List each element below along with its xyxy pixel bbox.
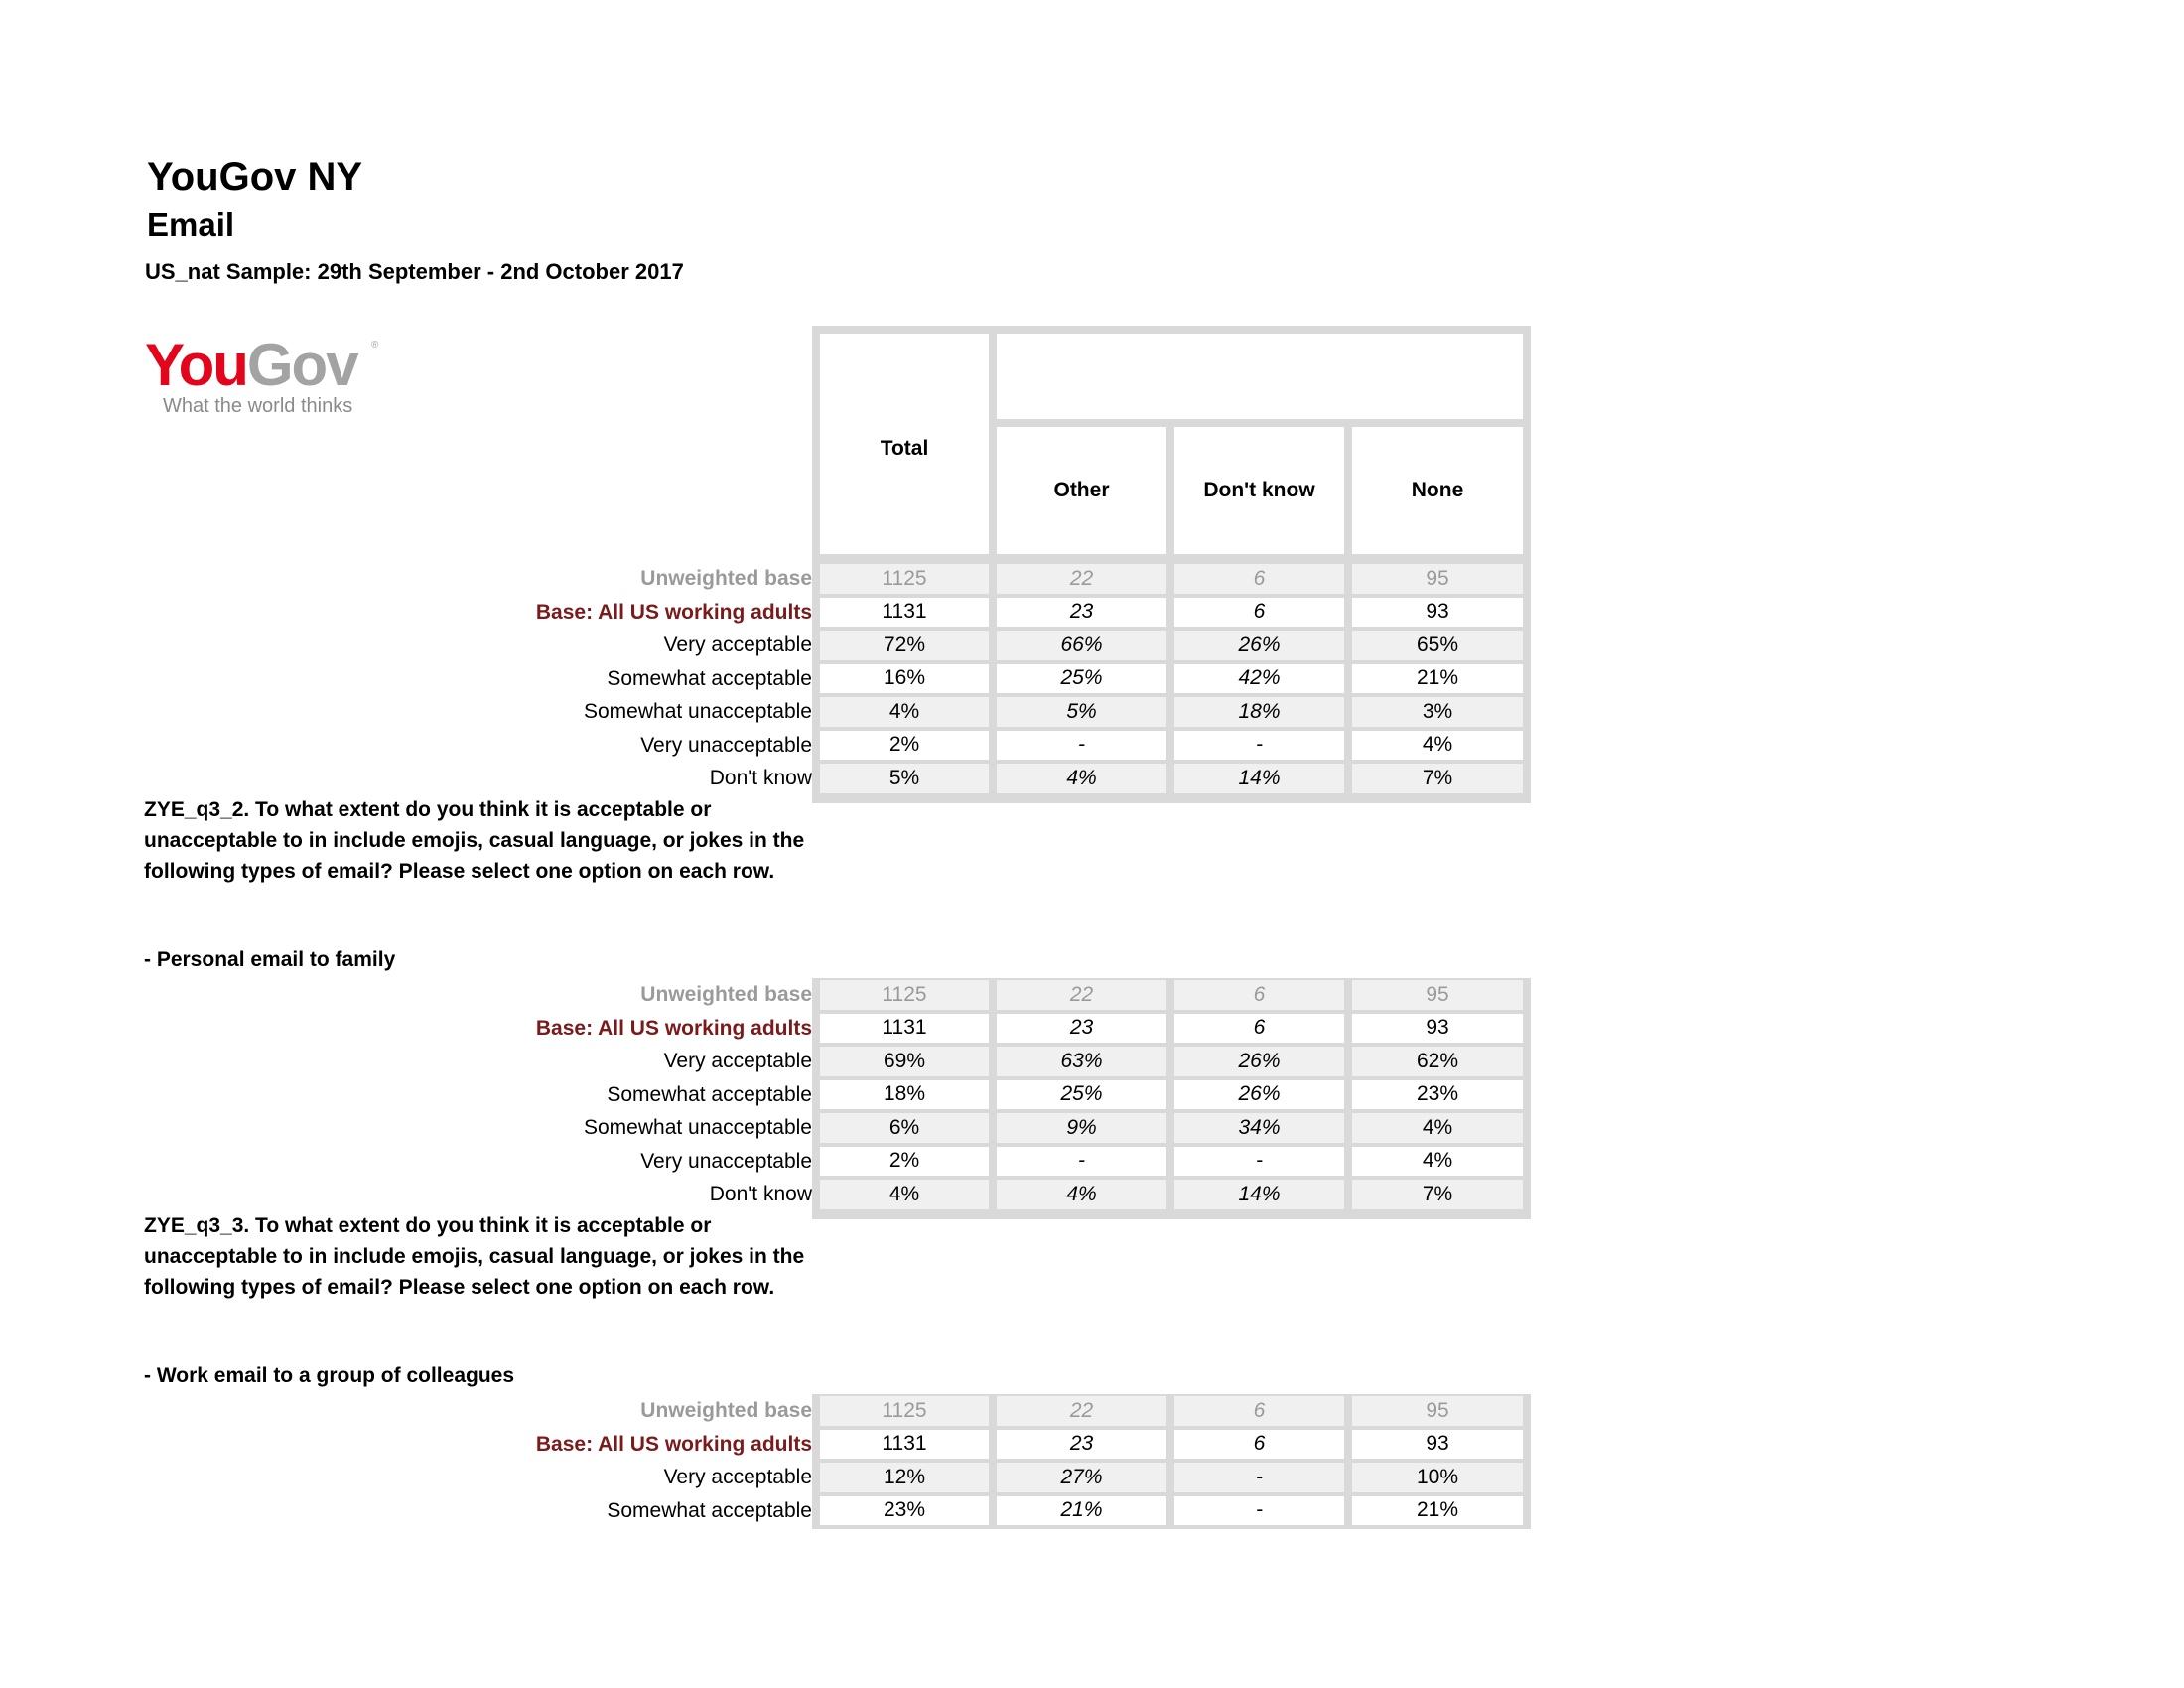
cell-total: 2% [820, 1147, 989, 1177]
cell-other: 21% [997, 1496, 1166, 1526]
cell-dont-know: 6 [1174, 1396, 1344, 1426]
cell-other: - [997, 1147, 1166, 1177]
subquestion-text: - Personal email to family [144, 948, 396, 971]
row-label: Don't know [709, 1183, 812, 1205]
table-row [820, 1494, 1523, 1528]
cell-none: 93 [1352, 598, 1523, 628]
cell-other: 5% [997, 697, 1166, 727]
column-header-block [812, 326, 1531, 562]
cell-dont-know: 26% [1174, 1080, 1344, 1110]
cell-none: 95 [1352, 564, 1523, 594]
row-label: Don't know [709, 767, 812, 789]
data-table [812, 562, 1531, 803]
table-row [820, 762, 1523, 795]
cell-total: 1131 [820, 598, 989, 628]
logo-tagline: What the world thinks [163, 395, 353, 417]
cell-dont-know: - [1174, 1463, 1344, 1492]
cell-none: 10% [1352, 1463, 1523, 1492]
cell-total: 16% [820, 664, 989, 694]
row-label: Very unacceptable [640, 733, 812, 757]
cell-none: 4% [1352, 1113, 1523, 1143]
cell-none: 23% [1352, 1080, 1523, 1110]
page-subtitle: Email [147, 207, 235, 243]
column-header-total-label: Total [880, 437, 929, 460]
cell-other: 23 [997, 1014, 1166, 1044]
cell-dont-know: 42% [1174, 664, 1344, 694]
data-table [812, 1394, 1531, 1529]
cell-dont-know: - [1174, 731, 1344, 761]
cell-other: 22 [997, 1396, 1166, 1426]
column-header-none [1352, 427, 1523, 554]
unweighted-base-label: Unweighted base [640, 1399, 812, 1422]
cell-dont-know: 6 [1174, 980, 1344, 1010]
cell-dont-know: 6 [1174, 598, 1344, 628]
cell-none: 93 [1352, 1014, 1523, 1044]
logo-you: You [145, 332, 247, 398]
cell-other: 22 [997, 564, 1166, 594]
cell-none: 62% [1352, 1047, 1523, 1076]
column-header-dont-know [1174, 427, 1344, 554]
cell-other: 4% [997, 764, 1166, 793]
cell-other: 23 [997, 1430, 1166, 1460]
subquestion-text: - Work email to a group of colleagues [144, 1364, 515, 1387]
base-label: Base: All US working adults [535, 1016, 812, 1040]
row-label: Somewhat acceptable [607, 666, 812, 690]
logo-wordmark [145, 332, 357, 398]
data-table [812, 978, 1531, 1219]
cell-other: 22 [997, 980, 1166, 1010]
base-label: Base: All US working adults [535, 1432, 812, 1456]
cell-dont-know: - [1174, 1147, 1344, 1177]
unweighted-base-label: Unweighted base [640, 567, 812, 590]
cell-other: 23 [997, 598, 1166, 628]
cell-dont-know: 6 [1174, 1430, 1344, 1460]
cell-total: 12% [820, 1463, 989, 1492]
base-label: Base: All US working adults [535, 600, 812, 624]
row-label: Very acceptable [663, 1466, 812, 1488]
row-label: Very unacceptable [640, 1149, 812, 1173]
page-title: YouGov NY [147, 155, 363, 199]
cell-dont-know: 6 [1174, 1014, 1344, 1044]
cell-total: 1125 [820, 1396, 989, 1426]
cell-other: 4% [997, 1180, 1166, 1209]
cell-none: 65% [1352, 631, 1523, 660]
cell-other: - [997, 731, 1166, 761]
table-row [820, 1012, 1523, 1046]
cell-dont-know: 14% [1174, 1180, 1344, 1209]
row-label: Very acceptable [663, 1050, 812, 1072]
table-row [820, 562, 1523, 596]
cell-total: 1125 [820, 980, 989, 1010]
table-row [820, 1428, 1523, 1462]
cell-total: 5% [820, 764, 989, 793]
row-label: Very acceptable [663, 633, 812, 656]
cell-total: 4% [820, 1180, 989, 1209]
table-row [820, 1178, 1523, 1211]
sample-description: US_nat Sample: 29th September - 2nd October 2017 [145, 259, 684, 284]
cell-none: 4% [1352, 731, 1523, 761]
cell-none: 21% [1352, 664, 1523, 694]
cell-other: 63% [997, 1047, 1166, 1076]
cell-dont-know: 26% [1174, 631, 1344, 660]
cell-dont-know: 14% [1174, 764, 1344, 793]
table-row [820, 1461, 1523, 1494]
cell-total: 1125 [820, 564, 989, 594]
cell-other: 66% [997, 631, 1166, 660]
table-row [820, 1078, 1523, 1112]
row-label: Somewhat unacceptable [584, 700, 812, 723]
question-text: ZYE_q3_3. To what extent do you think it is acceptable or unacceptable to in include emojis, casual language, or jokes in the following types of email? Please select one option on each row. [144, 1214, 805, 1299]
cell-total: 69% [820, 1047, 989, 1076]
table-row [820, 629, 1523, 662]
row-label: Somewhat acceptable [607, 1082, 812, 1106]
table-row [820, 1045, 1523, 1078]
column-header-other-label: Other [1053, 479, 1110, 501]
table-row [820, 729, 1523, 763]
cell-total: 1131 [820, 1014, 989, 1044]
cell-dont-know: 26% [1174, 1047, 1344, 1076]
cell-dont-know: 18% [1174, 697, 1344, 727]
column-header-none-label: None [1411, 479, 1464, 501]
table-row [820, 978, 1523, 1012]
unweighted-base-label: Unweighted base [640, 983, 812, 1006]
cell-dont-know: 34% [1174, 1113, 1344, 1143]
cell-none: 95 [1352, 980, 1523, 1010]
logo-gov: Gov [246, 332, 357, 398]
cell-none: 4% [1352, 1147, 1523, 1177]
question-text: ZYE_q3_2. To what extent do you think it is acceptable or unacceptable to in include emojis, casual language, or jokes in the following types of email? Please select one option on each row. [144, 798, 805, 883]
table-row [820, 1111, 1523, 1145]
cell-total: 1131 [820, 1430, 989, 1460]
cell-total: 23% [820, 1496, 989, 1526]
row-label: Somewhat unacceptable [584, 1116, 812, 1139]
cell-dont-know: 6 [1174, 564, 1344, 594]
table-row [820, 1394, 1523, 1428]
table-row [820, 1145, 1523, 1179]
row-label: Somewhat acceptable [607, 1498, 812, 1522]
cell-other: 25% [997, 664, 1166, 694]
cell-none: 3% [1352, 697, 1523, 727]
table-row [820, 662, 1523, 696]
cell-total: 18% [820, 1080, 989, 1110]
column-group-header [997, 334, 1523, 419]
cell-other: 27% [997, 1463, 1166, 1492]
logo-registered-mark: ® [371, 340, 379, 351]
table-row [820, 695, 1523, 729]
cell-none: 7% [1352, 764, 1523, 793]
cell-none: 93 [1352, 1430, 1523, 1460]
cell-none: 21% [1352, 1496, 1523, 1526]
cell-dont-know: - [1174, 1496, 1344, 1526]
cell-total: 2% [820, 731, 989, 761]
column-header-other [997, 427, 1166, 554]
cell-other: 9% [997, 1113, 1166, 1143]
cell-total: 4% [820, 697, 989, 727]
column-header-dont-know-label: Don't know [1203, 479, 1315, 501]
cell-total: 72% [820, 631, 989, 660]
cell-other: 25% [997, 1080, 1166, 1110]
cell-total: 6% [820, 1113, 989, 1143]
table-row [820, 596, 1523, 630]
cell-none: 95 [1352, 1396, 1523, 1426]
cell-none: 7% [1352, 1180, 1523, 1209]
column-header-total [820, 334, 989, 554]
yougov-logo [145, 332, 383, 425]
